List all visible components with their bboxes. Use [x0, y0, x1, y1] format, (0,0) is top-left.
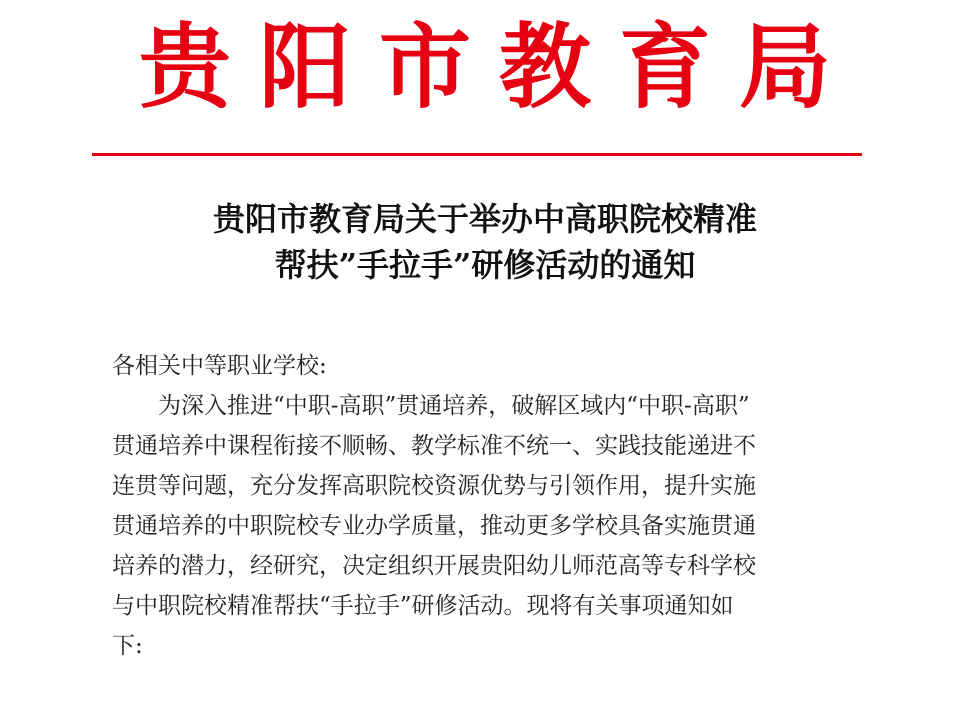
organization-header: 贵阳市教育局 [138, 13, 859, 121]
paragraph-line: 培养的潜力，经研究，决定组织开展贵阳幼儿师范高等专科学校 [112, 553, 756, 579]
paragraph-line: 下: [112, 633, 143, 659]
title-line: 贵阳市教育局关于举办中高职院校精准 [212, 200, 757, 238]
paragraph-line: 贯通培养的中职院校专业办学质量，推动更多学校具备实施贯通 [112, 513, 756, 539]
red-divider-line [92, 153, 862, 156]
salutation: 各相关中等职业学校: [112, 353, 327, 379]
paragraph-line: 连贯等问题，充分发挥高职院校资源优势与引领作用，提升实施 [112, 473, 756, 499]
title-line: 帮扶”手拉手”研修活动的通知 [274, 246, 696, 284]
paragraph-line: 贯通培养中课程衔接不顺畅、教学标准不统一、实践技能递进不 [112, 433, 756, 459]
document-title [0, 196, 970, 288]
paragraph-line: 与中职院校精准帮扶“手拉手”研修活动。现将有关事项通知如 [112, 593, 734, 619]
paragraph-line: 为深入推进“中职-高职”贯通培养，破解区域内“中职-高职” [158, 393, 750, 419]
document-body [112, 346, 852, 666]
